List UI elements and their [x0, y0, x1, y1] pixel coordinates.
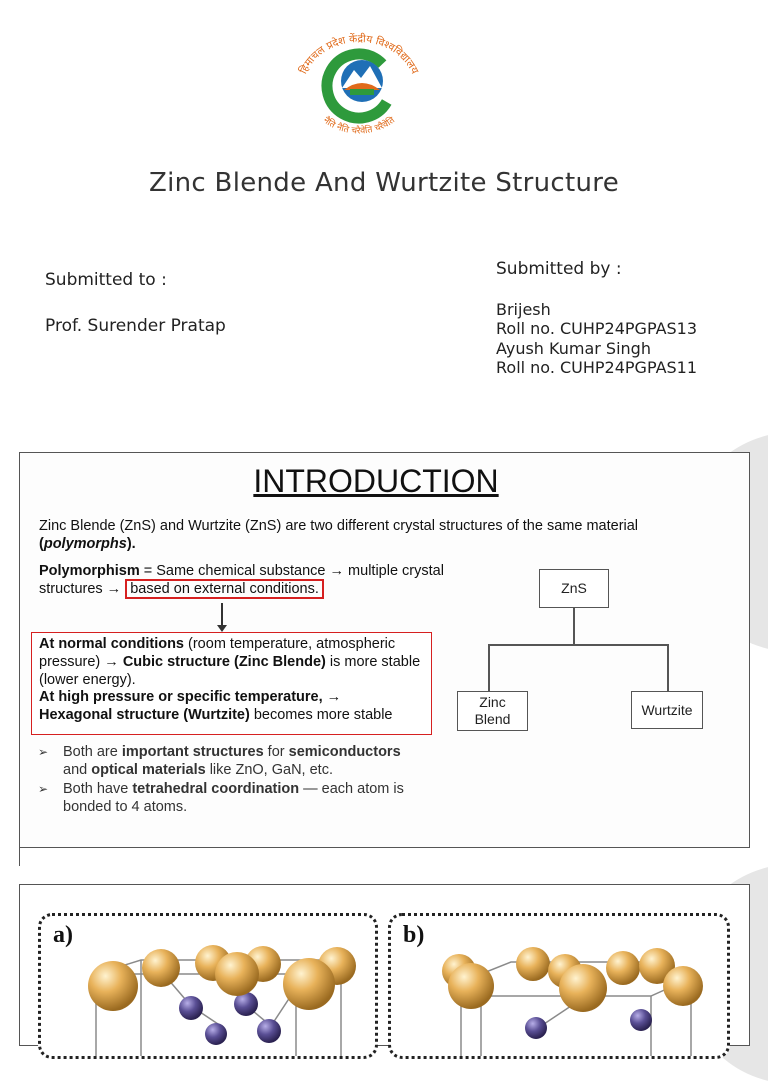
diagram-connector: [573, 607, 575, 644]
bullet-bold: optical materials: [91, 762, 206, 779]
diagram-node-zinc-blend: Zinc Blend: [457, 691, 528, 731]
logo-upper-text: हिमाचल प्रदेश केंद्रीय विश्वविद्यालय: [297, 32, 421, 76]
arrow-bullet-icon: ➢: [38, 745, 49, 759]
list-item: [38, 780, 418, 817]
submitted-to-label: Submitted to :: [45, 270, 167, 290]
submitter-line: Roll no. CUHP24PGPAS13: [496, 319, 698, 338]
bullet-text: like ZnO, GaN, etc.: [205, 762, 333, 779]
structure-name: Cubic structure (Zinc Blende): [122, 653, 326, 670]
submitter-line: Brijesh: [496, 299, 551, 319]
highlighted-phrase: based on external conditions.: [125, 579, 324, 599]
bullet-text: — each atom is bonded to 4 atoms.: [63, 780, 404, 816]
introduction-slide: [19, 452, 750, 848]
polymorphism-paragraph: [39, 562, 479, 598]
polymorphism-definition: = Same chemical substance → multiple crystal structures →: [39, 563, 444, 597]
bullet-text: Both have: [63, 780, 133, 797]
bullet-text: for: [263, 744, 289, 760]
arrow-bullet-icon: ➢: [38, 781, 49, 796]
condition-text: →: [322, 689, 342, 706]
crystal-structures-slide: [19, 884, 750, 1046]
submitted-by-label: Submitted by :: [496, 259, 622, 279]
diagram-node-wurtzite: Wurtzite: [631, 691, 703, 729]
slide-divider: [19, 846, 20, 866]
list-item: [38, 743, 418, 780]
bullet-bold: tetrahedral coordination: [132, 780, 300, 797]
bullet-list: [38, 743, 418, 817]
zinc-blende-panel: [38, 913, 378, 1059]
condition-text: becomes more stable: [249, 707, 393, 724]
condition-text: (room temperature, atmospheric pressure) →: [39, 636, 396, 670]
wurtzite-model-icon: [391, 916, 727, 1056]
submitted-by-block: [496, 260, 697, 378]
panel-label: a): [53, 922, 73, 948]
condition-label: At normal conditions: [39, 636, 184, 652]
submitter-line: Ayush Kumar Singh: [496, 338, 651, 358]
structure-name: Hexagonal structure (Wurtzite): [39, 707, 250, 724]
university-emblem-icon: [284, 26, 434, 138]
submitter-line: Roll no. CUHP24PGPAS11: [496, 358, 698, 377]
conditions-box: [31, 632, 432, 735]
bullet-text: Both are: [63, 744, 122, 760]
presentation-title: Zinc Blende And Wurtzite Structure: [148, 168, 620, 198]
polymorphs-term: polymorphs: [43, 536, 127, 552]
university-logo: [284, 26, 434, 138]
arrow-down-icon: [221, 603, 223, 627]
submitted-to-name: Prof. Surender Pratap: [45, 316, 226, 336]
arrow-head-icon: [217, 625, 227, 632]
bullet-bold: important structures: [121, 744, 264, 760]
logo-lower-text: नैति नैति चरैवेति चरैवेति: [321, 115, 397, 137]
zinc-blende-model-icon: [41, 916, 375, 1056]
diagram-node-zns: ZnS: [539, 569, 609, 608]
bullet-bold: semiconductors: [288, 744, 401, 760]
wurtzite-panel: [388, 913, 730, 1059]
diagram-connector: [488, 644, 490, 691]
intro-paragraph: Zinc Blende (ZnS) and Wurtzite (ZnS) are two different crystal structures of the same material (polymorphs).: [39, 518, 639, 552]
diagram-connector: [667, 644, 669, 691]
bullet-text: and: [63, 762, 92, 779]
polymorphism-term: Polymorphism: [39, 563, 140, 579]
condition-label: At high pressure or specific temperature,: [39, 689, 323, 706]
submitted-to-block: [45, 270, 226, 336]
intro-text: Zinc Blende (ZnS) and Wurtzite (ZnS) are two different crystal structures of the same material: [39, 518, 639, 534]
introduction-heading: INTRODUCTION: [253, 463, 499, 499]
title-slide: [0, 0, 768, 430]
diagram-connector: [488, 644, 668, 646]
panel-label: b): [403, 922, 425, 948]
condition-text: is more stable (lower energy).: [39, 653, 421, 688]
